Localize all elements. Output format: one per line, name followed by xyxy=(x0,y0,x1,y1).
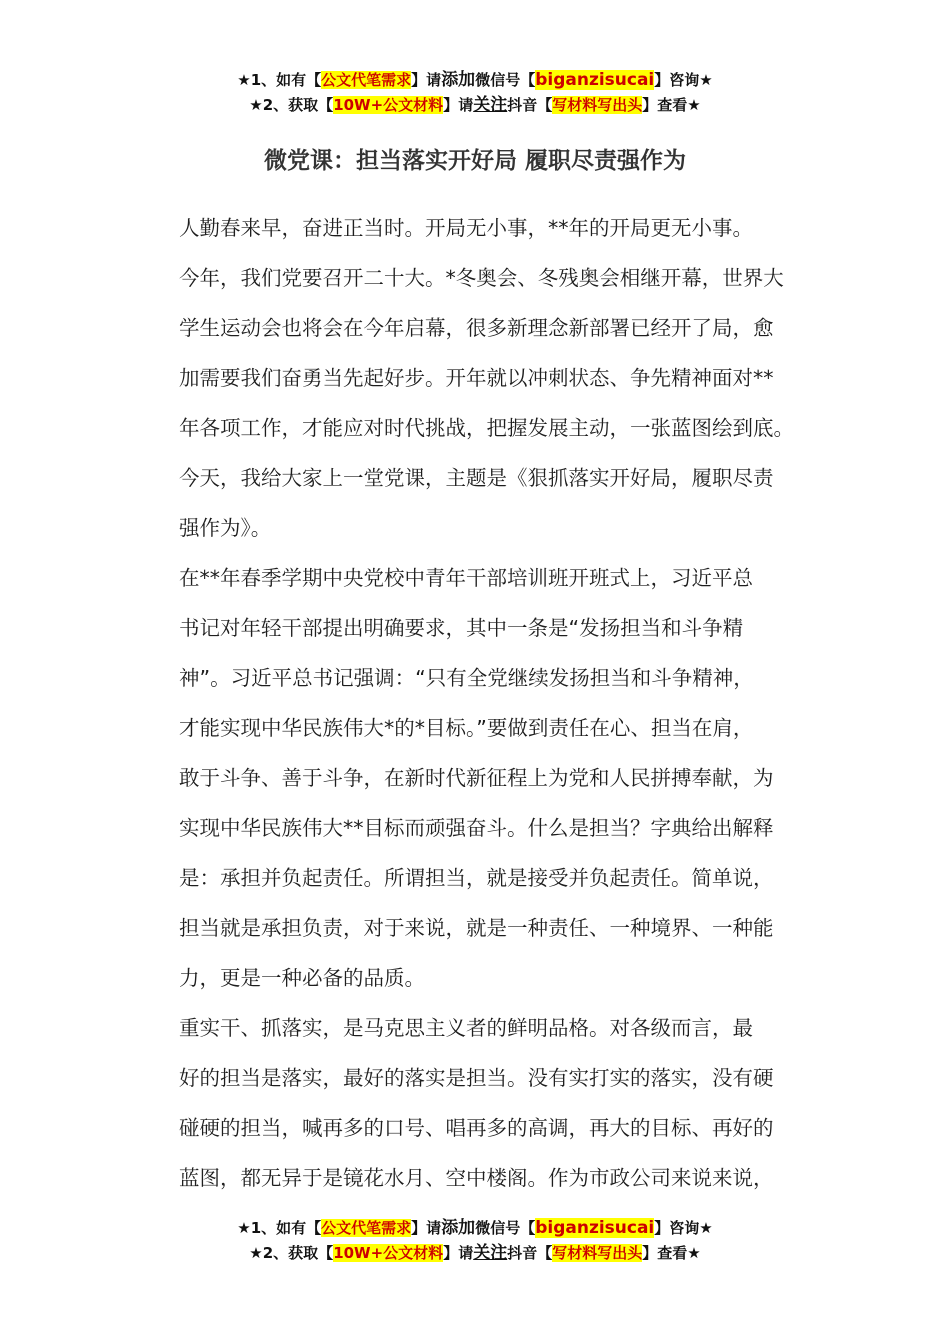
bottom-banner xyxy=(0,1216,950,1266)
banner-line-1 xyxy=(0,1216,950,1241)
text-line: 书记对年轻干部提出明确要求，其中一条是“发扬担当和斗争精 xyxy=(179,616,744,640)
banner-emphasis: 添加 xyxy=(441,70,476,90)
highlight-materials: 10W+公文材料 xyxy=(333,1244,444,1262)
highlight-douyin-account: 写材料写出头 xyxy=(552,96,643,114)
document-title: 微党课：担当落实开好局 履职尽责强作为 xyxy=(263,148,686,174)
banner-text: ★2、获取【 xyxy=(249,96,334,114)
banner-line-2 xyxy=(0,1241,950,1266)
text-line: 在**年春季学期中央党校中青年干部培训班开班式上，习近平总 xyxy=(179,566,753,590)
banner-text: ★1、如有【 xyxy=(237,71,322,89)
text-line: 实现中华民族伟大**目标而顽强奋斗。什么是担当？字典给出解释 xyxy=(179,816,774,840)
text-line: 今年，我们党要召开二十大。*冬奥会、冬残奥会相继开幕，世界大 xyxy=(179,266,784,290)
highlight-service: 公文代笔需求 xyxy=(321,1219,412,1237)
banner-text: 】咨询★ xyxy=(654,71,713,89)
text-line: 是：承担并负起责任。所谓担当，就是接受并负起责任。简单说， xyxy=(179,866,774,890)
banner-text: 】请 xyxy=(443,96,474,114)
banner-text: 】查看★ xyxy=(642,96,701,114)
text-line: 重实干、抓落实，是马克思主义者的鲜明品格。对各级而言，最 xyxy=(179,1016,753,1040)
text-line: 今天，我给大家上一堂党课，主题是《狠抓落实开好局，履职尽责 xyxy=(179,466,774,490)
text-line: 好的担当是落实，最好的落实是担当。没有实打实的落实，没有硬 xyxy=(179,1066,774,1090)
text-line: 才能实现中华民族伟大*的*目标。”要做到责任在心、担当在肩， xyxy=(179,716,754,740)
banner-text: 】请 xyxy=(443,1244,474,1262)
paragraph-2 xyxy=(144,553,809,1003)
text-line: 力，更是一种必备的品质。 xyxy=(179,966,425,990)
text-line: 蓝图，都无异于是镜花水月、空中楼阁。作为市政公司来说来说， xyxy=(179,1166,774,1190)
text-line: 加需要我们奋勇当先起好步。开年就以冲刺状态、争先精神面对** xyxy=(179,366,774,390)
banner-text: 抖音【 xyxy=(507,1244,553,1262)
text-line: 学生运动会也将会在今年启幕，很多新理念新部署已经开了局，愈 xyxy=(179,316,774,340)
top-banner xyxy=(0,68,950,118)
banner-text: ★2、获取【 xyxy=(249,1244,334,1262)
highlight-douyin-account: 写材料写出头 xyxy=(552,1244,643,1262)
banner-text: 微信号【 xyxy=(475,71,536,89)
banner-emphasis: 添加 xyxy=(441,1218,476,1238)
banner-emphasis: 关注 xyxy=(473,95,508,115)
document-body xyxy=(144,203,809,1203)
banner-line-2 xyxy=(0,93,950,118)
text-line: 强作为》。 xyxy=(179,516,272,540)
highlight-wechat-id: biganzisucai xyxy=(535,1218,655,1238)
text-line: 年各项工作，才能应对时代挑战，把握发展主动，一张蓝图绘到底。 xyxy=(179,416,794,440)
highlight-materials: 10W+公文材料 xyxy=(333,96,444,114)
paragraph-3 xyxy=(144,1003,809,1203)
highlight-wechat-id: biganzisucai xyxy=(535,70,655,90)
paragraph-1 xyxy=(144,203,809,553)
banner-emphasis: 关注 xyxy=(473,1243,508,1263)
banner-text: 】咨询★ xyxy=(654,1219,713,1237)
text-line: 担当就是承担负责，对于来说，就是一种责任、一种境界、一种能 xyxy=(179,916,774,940)
banner-text: 】请 xyxy=(411,1219,442,1237)
banner-text: 抖音【 xyxy=(507,96,553,114)
text-line: 碰硬的担当，喊再多的口号、唱再多的高调，再大的目标、再好的 xyxy=(179,1116,774,1140)
text-line: 神”。习近平总书记强调：“只有全党继续发扬担当和斗争精神， xyxy=(179,666,754,690)
banner-line-1 xyxy=(0,68,950,93)
banner-text: 微信号【 xyxy=(475,1219,536,1237)
text-line: 敢于斗争、善于斗争，在新时代新征程上为党和人民拼搏奉献，为 xyxy=(179,766,774,790)
banner-text: ★1、如有【 xyxy=(237,1219,322,1237)
text-line: 人勤春来早，奋进正当时。开局无小事，**年的开局更无小事。 xyxy=(179,216,753,240)
highlight-service: 公文代笔需求 xyxy=(321,71,412,89)
banner-text: 】查看★ xyxy=(642,1244,701,1262)
banner-text: 】请 xyxy=(411,71,442,89)
